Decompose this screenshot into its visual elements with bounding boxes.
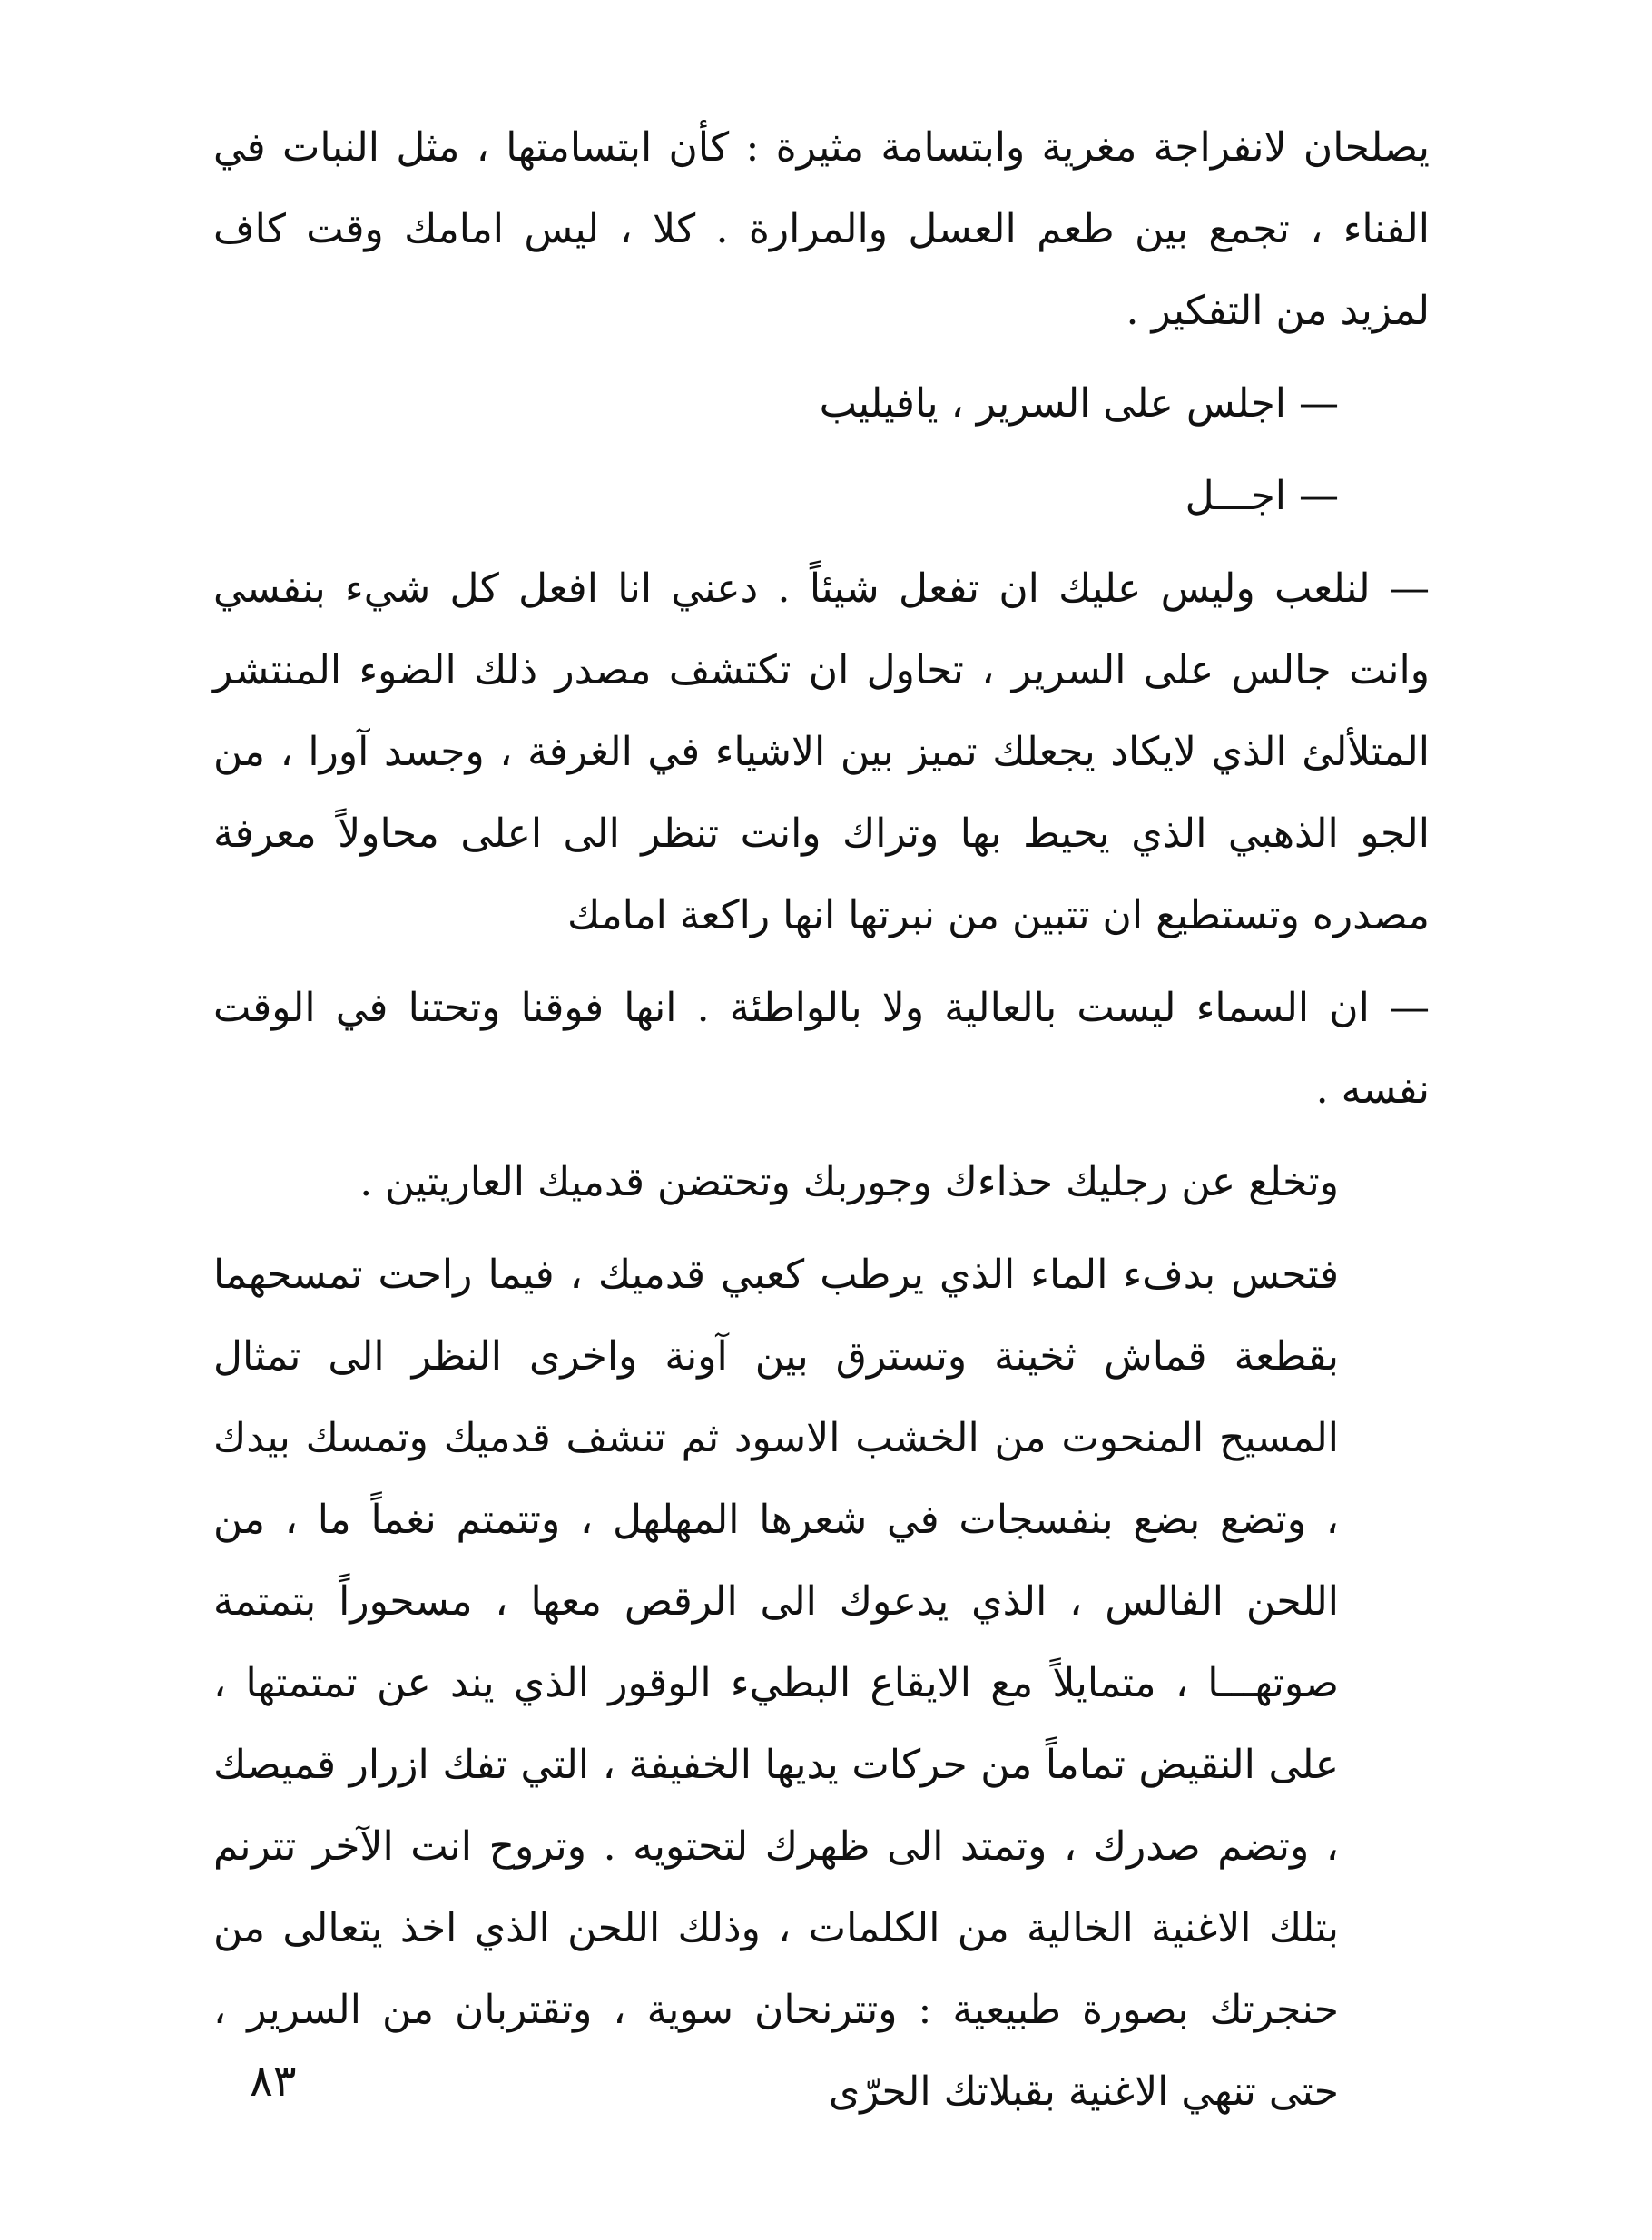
paragraph-3: فتحس بدفء الماء الذي يرطب كعبي قدميك ، فيما راحت تمسحهما بقطعة قماش ثخينة وتسترق بين آونة واخرى النظر الى تمثال المسيح المنحوت من الخشب الاسود ثم تنشف قدميك وتمسك بيدك ، وتضع بضع بنفسجات في شعرها المهلهل ، وتتمتم نغماً ما ، من اللحن الفالس ، الذي يدعوك الى الرقص معها ، مسحوراً بتمتمة صوتهـــا ، متمايلاً مع الايقاع البطيء الوقور الذي يند عن تمتمتها ، على النقيض تماماً من حركات يديها الخفيفة ، التي تفك ازرار قميصك ، وتضم صدرك ، وتمتد الى ظهرك لتحتويه . وتروح انت الآخر تترنم بتلك الاغنية الخالية من الكلمات ، وذلك اللحن الذي اخذ يتعالى من حنجرتك بصورة طبيعية : وتترنحان سوية ، وتقتربان من السرير ، حتى تنهي الاغنية بقبلاتك الحرّى <box>213 1252 1340 2115</box>
dialogue-line-3: — لنلعب وليس عليك ان تفعل شيئاً . دعني انا افعل كل شيء بنفسي وانت جالس على السرير ، تحاول ان تكتشف مصدر ذلك الضوء المنتشر المتلألئ الذي لايكاد يجعلك تميز بين الاشياء في الغرفة ، وجسد آورا ، من الجو الذهبي الذي يحيط بها وتراك وانت تنظر الى اعلى محاولاً معرفة مصدره وتستطيع ان تتبين من نبرتها انها راكعة امامك <box>213 565 1430 938</box>
page-number: ٨٣ <box>250 2056 297 2107</box>
dialogue-line-1: — اجلس على السرير ، يافيليب <box>819 380 1339 427</box>
dialogue-line-4: — ان السماء ليست بالعالية ولا بالواطئة . انها فوقنا وتحتنا في الوقت نفسه . <box>213 985 1430 1113</box>
paragraph-2: وتخلع عن رجليك حذاءك وجوربك وتحتضن قدميك العاريتين . <box>359 1159 1339 1205</box>
paragraph-1: يصلحان لانفراجة مغرية وابتسامة مثيرة : كأن ابتسامتها ، مثل النبات في الفناء ، تجمع بين طعم العسل والمرارة . كلا ، ليس امامك وقت كاف لمزيد من التفكير . <box>213 124 1430 334</box>
page-body <box>213 107 1430 2133</box>
dialogue-line-2: — اجـــل <box>1185 473 1339 519</box>
